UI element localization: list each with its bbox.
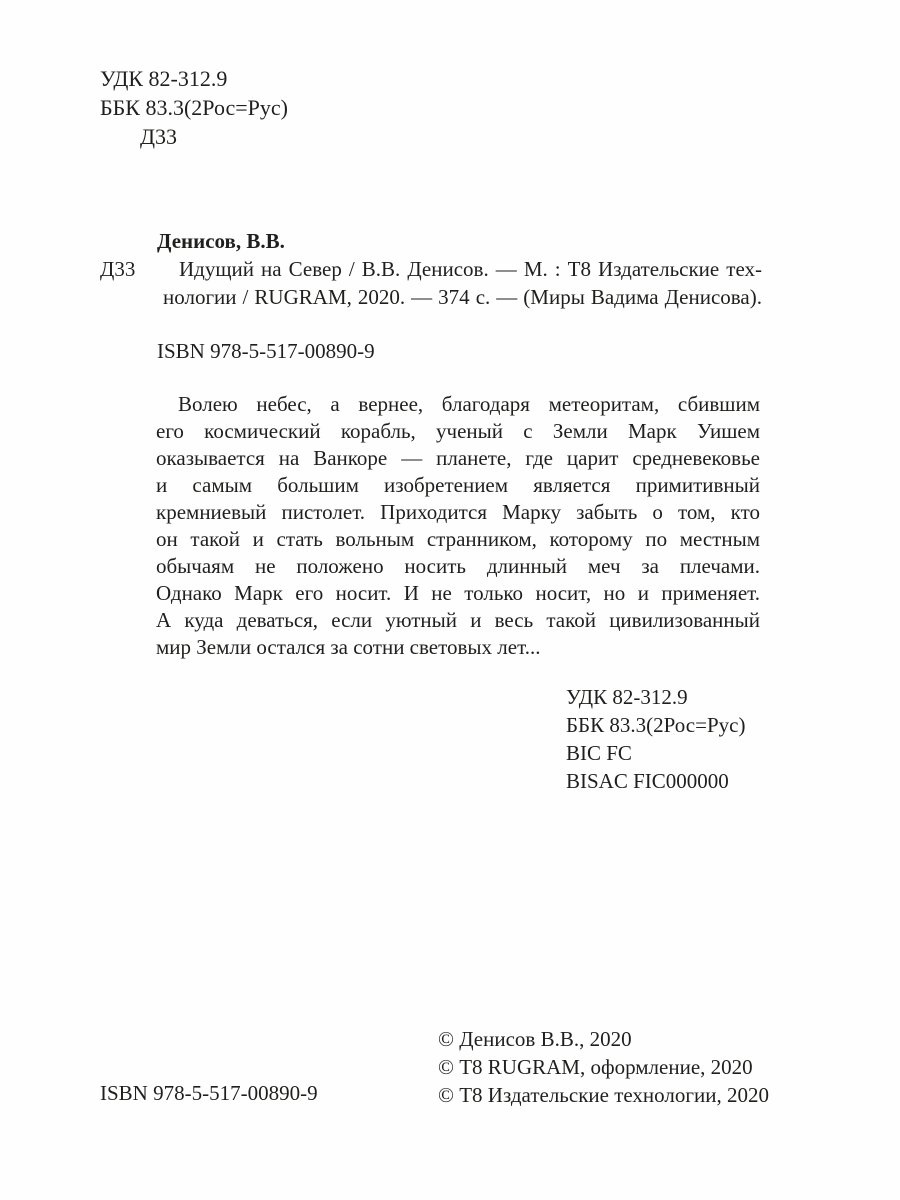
annotation-line: кремниевый пистолет. Приходится Марку забыть о том, кто [156, 500, 760, 524]
author-heading: Денисов, В.В. [157, 229, 285, 253]
catalog-entry [100, 255, 762, 311]
udk-code-right: УДК 82-312.9 [566, 685, 688, 709]
annotation-line: и самым большим изобретением является примитивный [156, 473, 760, 497]
annotation-line: мир Земли остался за сотни световых лет... [156, 635, 541, 659]
bic-code: BIC FC [566, 741, 632, 765]
annotation-line: он такой и стать вольным странником, которому по местным [156, 527, 760, 551]
bisac-code: BISAC FIC000000 [566, 769, 729, 793]
annotation-line: Волею небес, а вернее, благодаря метеоритам, сбившим [178, 392, 760, 416]
annotation-line: его космический корабль, ученый с Земли Марк Уишем [156, 419, 760, 443]
copyright-block [438, 1025, 769, 1109]
annotation-line: обычаям не положено носить длинный меч за плечами. [156, 554, 760, 578]
top-classification-codes [100, 64, 288, 151]
copyright-line: © Т8 Издательские технологии, 2020 [438, 1083, 769, 1107]
catalog-card [100, 227, 762, 311]
bbk-code-top: ББК 83.3(2Рос=Рус) [100, 95, 288, 120]
catalog-entry-line: нологии / RUGRAM, 2020. — 374 с. — (Миры Вадима Денисова). [163, 285, 762, 309]
annotation-line: А куда деваться, если уютный и весь такой цивилизованный [156, 608, 760, 632]
annotation-paragraph [156, 391, 760, 661]
rights-classification-codes [566, 683, 745, 795]
annotation-line: оказывается на Ванкоре — планете, где царит средневековье [156, 446, 760, 470]
isbn-bottom: ISBN 978-5-517-00890-9 [100, 1081, 318, 1105]
udk-code-top: УДК 82-312.9 [100, 66, 228, 91]
isbn-top: ISBN 978-5-517-00890-9 [157, 339, 375, 363]
author-sign-card: Д33 [100, 257, 136, 281]
copyright-line: © Денисов В.В., 2020 [438, 1027, 632, 1051]
author-sign-top: Д33 [140, 124, 178, 149]
bbk-code-right: ББК 83.3(2Рос=Рус) [566, 713, 746, 737]
catalog-entry-line: Идущий на Север / В.В. Денисов. — М. : Т8 Издательские тех- [179, 257, 762, 281]
annotation-line: Однако Марк его носит. И не только носит, но и применяет. [156, 581, 760, 605]
copyright-line: © Т8 RUGRAM, оформление, 2020 [438, 1055, 753, 1079]
